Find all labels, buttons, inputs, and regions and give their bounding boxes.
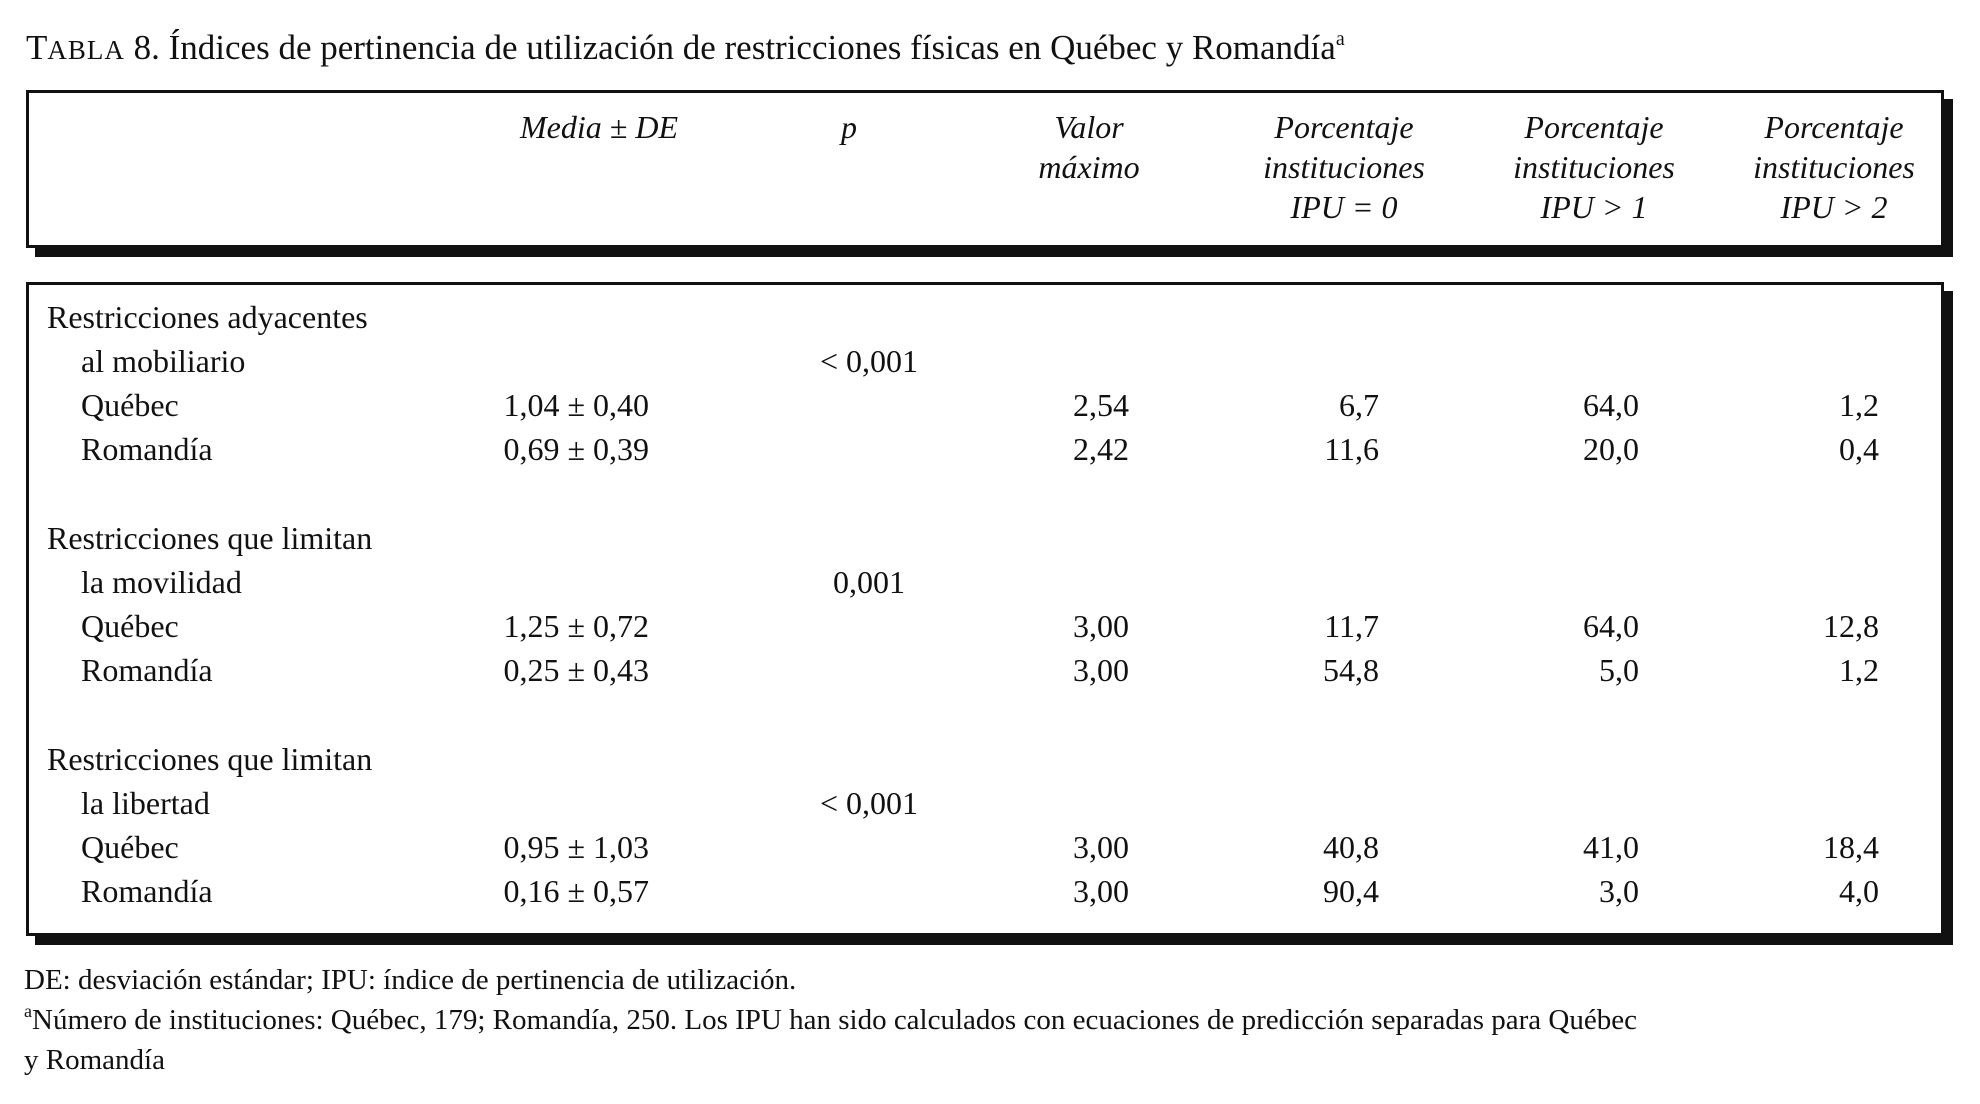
table-body <box>26 282 1944 936</box>
caption-label-initial: T <box>26 28 48 67</box>
row-pct-ipu-1: 5,0 <box>1599 652 1639 688</box>
footnote-a-continuation: y Romandía <box>24 1044 165 1076</box>
row-media: 0,16 ± 0,57 <box>503 873 649 909</box>
header-pct0-line-1: Porcentaje <box>1274 109 1414 145</box>
row-region: Québec <box>81 829 179 865</box>
row-valor-maximo: 3,00 <box>1073 873 1129 909</box>
row-pct-ipu-2: 4,0 <box>1839 873 1879 909</box>
footnote-a-line-1: Número de instituciones: Québec, 179; Romandía, 250. Los IPU han sido calculados con ecuaciones de predicción separadas para Québec <box>32 1004 1637 1036</box>
header-pct0-line-3: IPU = 0 <box>1290 189 1398 225</box>
group-title: Restricciones que limitan <box>47 741 373 777</box>
caption-number: 8. <box>133 28 160 67</box>
row-valor-maximo: 3,00 <box>1073 652 1129 688</box>
group-subtitle: al mobiliario <box>81 343 246 379</box>
row-region: Romandía <box>81 431 213 467</box>
row-valor-maximo: 3,00 <box>1073 829 1129 865</box>
header-pct2-line-2: instituciones <box>1753 149 1915 185</box>
header-media <box>449 107 749 147</box>
row-media: 1,25 ± 0,72 <box>503 608 649 644</box>
row-pct-ipu-2: 1,2 <box>1839 387 1879 423</box>
row-valor-maximo: 2,54 <box>1073 387 1129 423</box>
header-p <box>799 107 899 147</box>
row-pct-ipu-1: 41,0 <box>1583 829 1639 865</box>
row-valor-maximo: 2,42 <box>1073 431 1129 467</box>
row-pct-ipu-0: 6,7 <box>1339 387 1379 423</box>
header-p-label: p <box>841 109 857 145</box>
header-media-label: Media ± DE <box>520 109 678 145</box>
header-valor-line-1: Valor <box>1054 109 1124 145</box>
row-pct-ipu-0: 90,4 <box>1323 873 1379 909</box>
row-media: 0,95 ± 1,03 <box>503 829 649 865</box>
header-pct-ipu-2 <box>1709 107 1959 227</box>
row-media: 1,04 ± 0,40 <box>503 387 649 423</box>
header-pct-ipu-1 <box>1469 107 1719 227</box>
header-pct2-line-3: IPU > 2 <box>1780 189 1888 225</box>
group-p-value: < 0,001 <box>819 785 919 821</box>
header-pct-ipu-0 <box>1219 107 1469 227</box>
row-pct-ipu-0: 40,8 <box>1323 829 1379 865</box>
header-pct1-line-2: instituciones <box>1513 149 1675 185</box>
row-pct-ipu-2: 0,4 <box>1839 431 1879 467</box>
row-pct-ipu-0: 54,8 <box>1323 652 1379 688</box>
row-pct-ipu-0: 11,7 <box>1324 608 1379 644</box>
header-pct0-line-2: instituciones <box>1263 149 1425 185</box>
row-pct-ipu-1: 20,0 <box>1583 431 1639 467</box>
row-pct-ipu-2: 12,8 <box>1823 608 1879 644</box>
header-pct1-line-1: Porcentaje <box>1524 109 1664 145</box>
row-pct-ipu-0: 11,6 <box>1324 431 1379 467</box>
header-pct1-line-3: IPU > 1 <box>1540 189 1648 225</box>
row-region: Québec <box>81 608 179 644</box>
group-title: Restricciones que limitan <box>47 520 373 556</box>
table-caption <box>26 26 1345 72</box>
row-pct-ipu-1: 64,0 <box>1583 608 1639 644</box>
group-p-value: 0,001 <box>833 564 905 600</box>
header-valor-line-2: máximo <box>1038 149 1140 185</box>
row-region: Romandía <box>81 652 213 688</box>
group-p-value: < 0,001 <box>819 343 919 379</box>
row-pct-ipu-1: 64,0 <box>1583 387 1639 423</box>
table-header <box>26 90 1944 248</box>
caption-footnote-mark: a <box>1335 28 1345 50</box>
caption-title: Índices de pertinencia de utilización de restricciones físicas en Québec y Romandía <box>168 28 1336 67</box>
footnote-a <box>24 1000 1637 1040</box>
footnote-abbreviations: DE: desviación estándar; IPU: índice de pertinencia de utilización. <box>24 964 797 996</box>
group-subtitle: la libertad <box>81 785 210 821</box>
row-media: 0,25 ± 0,43 <box>503 652 649 688</box>
footnote-a-mark: a <box>24 1001 32 1021</box>
row-pct-ipu-1: 3,0 <box>1599 873 1639 909</box>
row-pct-ipu-2: 1,2 <box>1839 652 1879 688</box>
row-region: Québec <box>81 387 179 423</box>
group-subtitle: la movilidad <box>81 564 242 600</box>
header-valor-maximo <box>989 107 1189 187</box>
caption-label-rest: ABLA <box>47 35 125 65</box>
row-pct-ipu-2: 18,4 <box>1823 829 1879 865</box>
row-region: Romandía <box>81 873 213 909</box>
group-title: Restricciones adyacentes <box>47 299 368 335</box>
row-valor-maximo: 3,00 <box>1073 608 1129 644</box>
row-media: 0,69 ± 0,39 <box>503 431 649 467</box>
header-pct2-line-1: Porcentaje <box>1764 109 1904 145</box>
